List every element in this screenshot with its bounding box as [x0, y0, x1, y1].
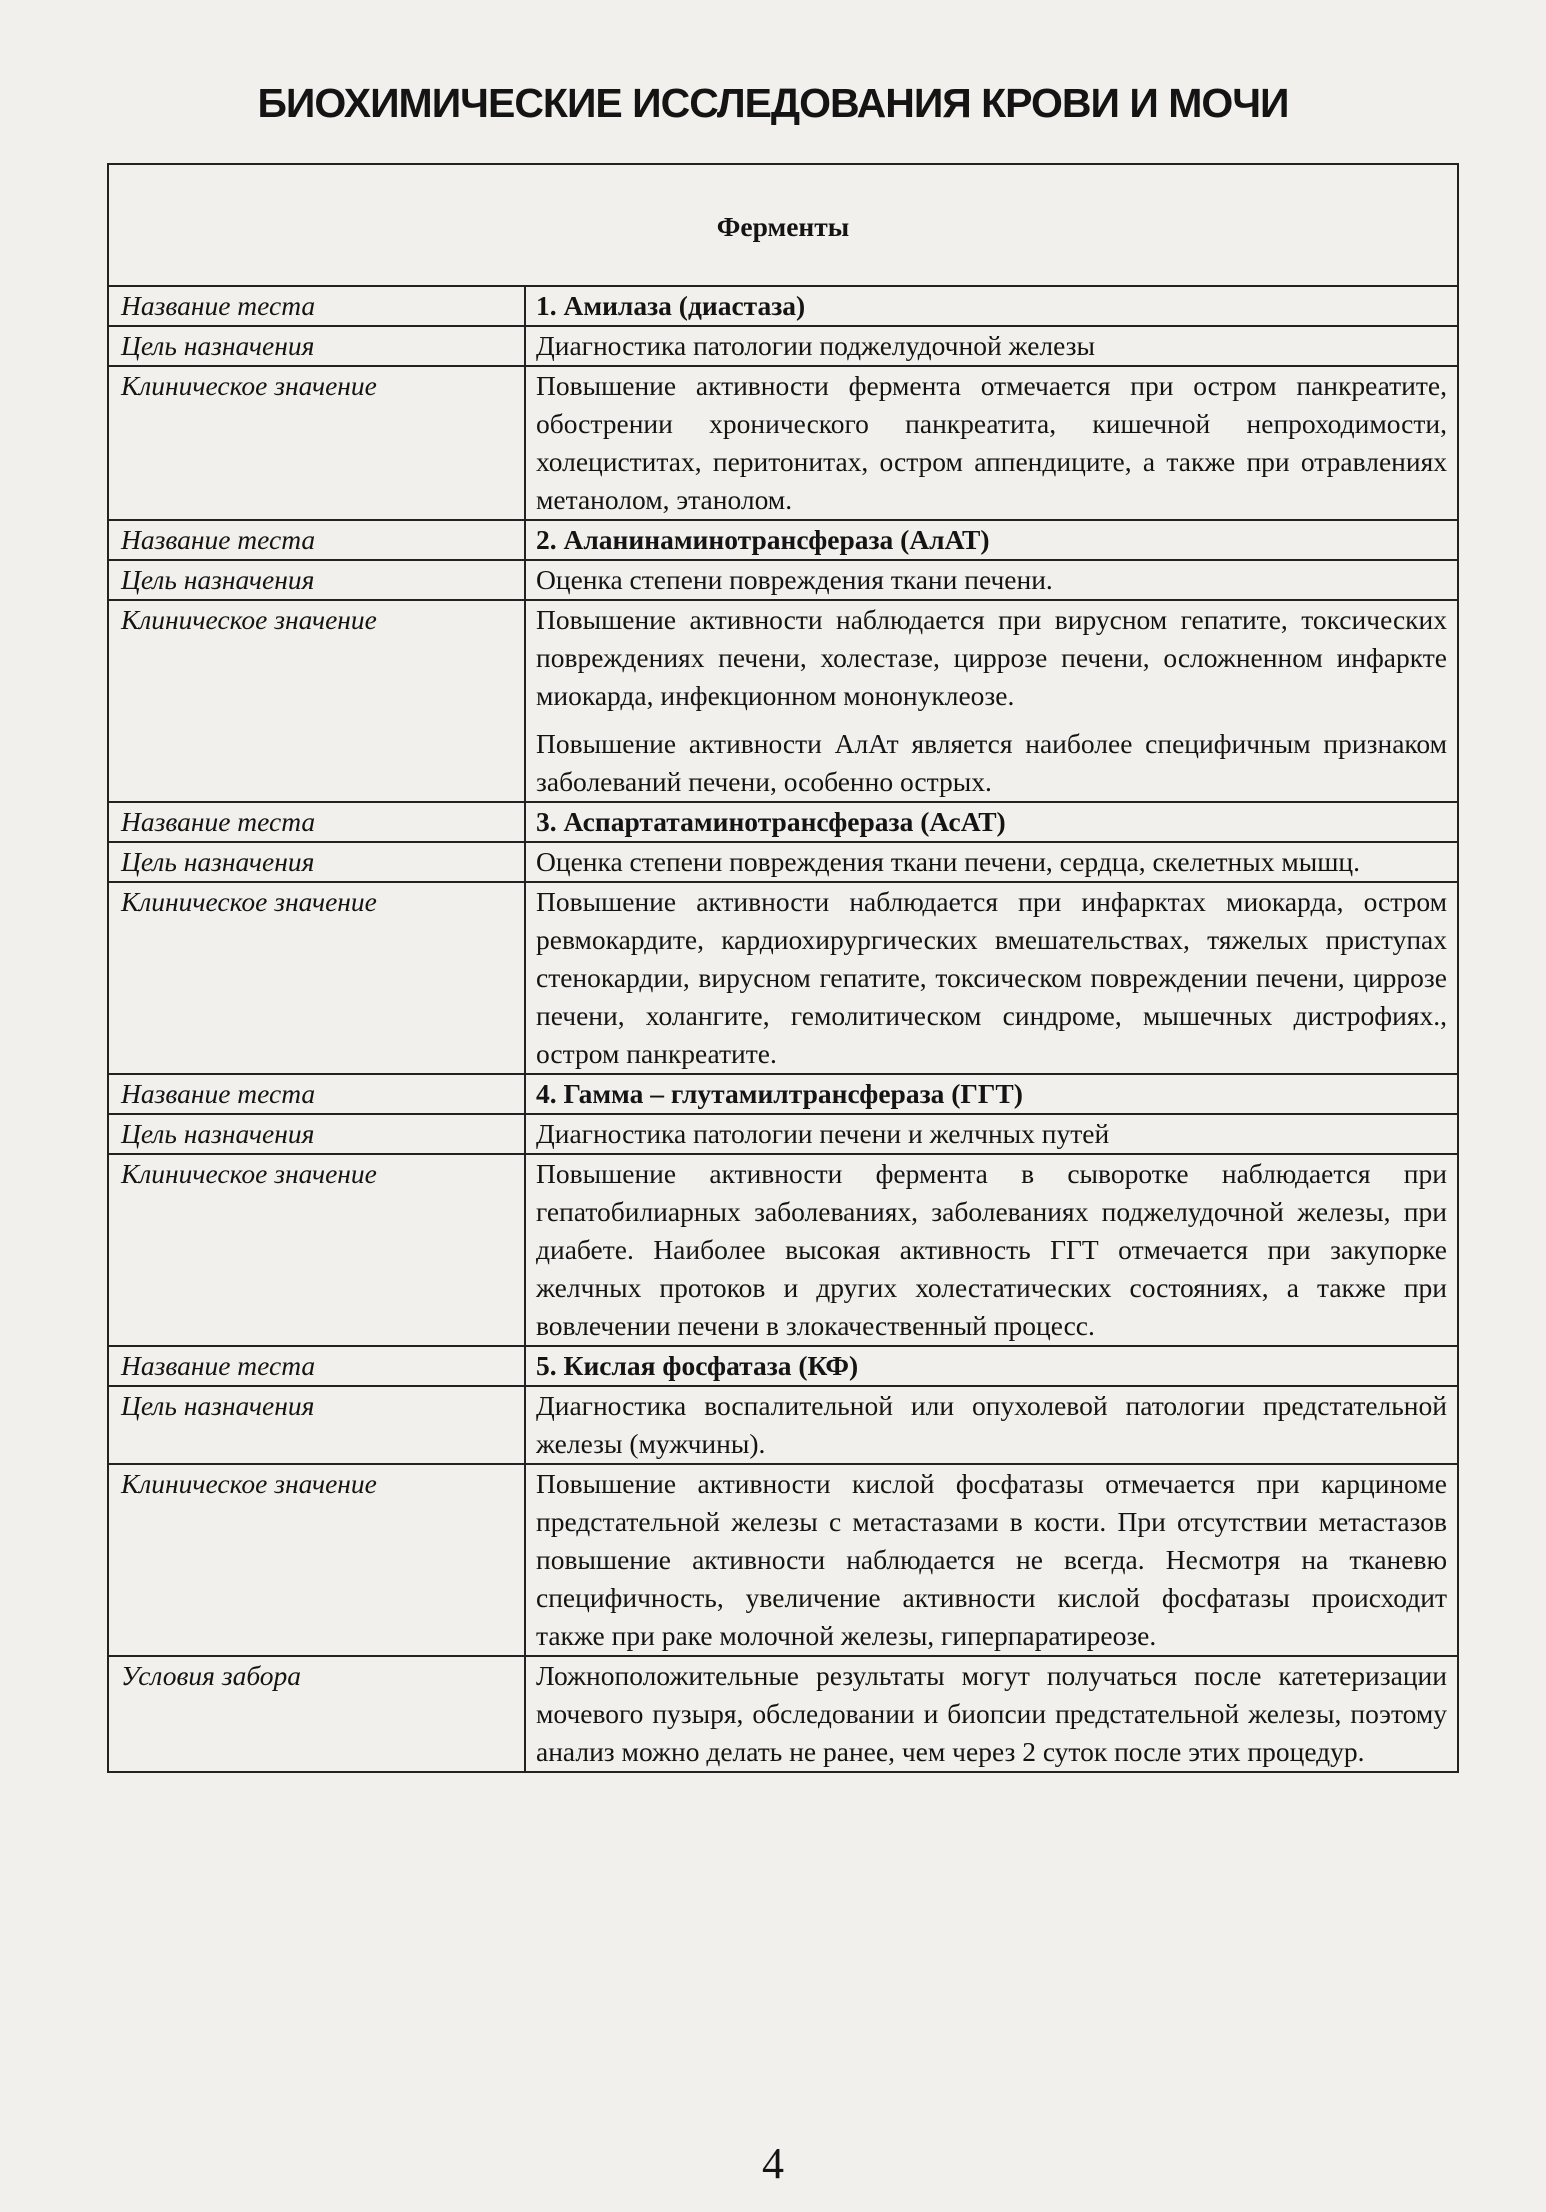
test-name: 2. Аланинаминотрансфераза (АлАТ) — [525, 520, 1458, 560]
label-purpose: Цель назначения — [108, 1114, 525, 1154]
test-name: 1. Амилаза (диастаза) — [525, 286, 1458, 326]
label-purpose: Цель назначения — [108, 1386, 525, 1464]
table-row — [108, 802, 1458, 842]
table-row — [108, 560, 1458, 600]
table-row — [108, 600, 1458, 802]
clinical-paragraph: Повышение активности наблюдается при инфарктах миокарда, остром ревмокардите, кардиохирургических вмешательствах, тяжелых приступах стенокардии, вирусном гепатите, токсическом повреждении печени, циррозе печени, холангите, гемолитическом синдроме, мышечных дистрофиях., остром панкреатите. — [536, 886, 1447, 1069]
table-row — [108, 1114, 1458, 1154]
clinical-paragraph: Повышение активности фермента в сыворотке наблюдается при гепатобилиарных заболеваниях, заболеваниях поджелудочной железы, при диабете. Наиболее высокая активность ГГТ отмечается при закупорке желчных протоков и других холестатических состояниях, а также при вовлечении печени в злокачественный процесс. — [536, 1158, 1447, 1341]
table-row — [108, 1464, 1458, 1656]
test-clinical — [525, 1464, 1458, 1656]
label-clinical: Клиническое значение — [108, 1154, 525, 1346]
test-name: 5. Кислая фосфатаза (КФ) — [525, 1346, 1458, 1386]
section-row — [108, 164, 1458, 286]
table-row — [108, 1154, 1458, 1346]
clinical-paragraph: Повышение активности фермента отмечается при остром панкреатите, обострении хронического панкреатита, кишечной непроходимости, холециститах, перитонитах, остром аппендиците, а также при отравлениях метанолом, этанолом. — [536, 370, 1447, 515]
label-test-name: Название теста — [108, 1074, 525, 1114]
table-row — [108, 366, 1458, 520]
label-clinical: Клиническое значение — [108, 600, 525, 802]
label-purpose: Цель назначения — [108, 326, 525, 366]
enzyme-table — [107, 163, 1459, 1773]
label-test-name: Название теста — [108, 286, 525, 326]
table-row — [108, 842, 1458, 882]
table-row — [108, 286, 1458, 326]
clinical-paragraph: Повышение активности АлАт является наиболее специфичным признаком заболеваний печени, особенно острых. — [536, 728, 1447, 797]
table-row — [108, 1074, 1458, 1114]
label-test-name: Название теста — [108, 520, 525, 560]
section-heading: Ферменты — [108, 164, 1458, 286]
label-clinical: Клиническое значение — [108, 882, 525, 1074]
label-purpose: Цель назначения — [108, 560, 525, 600]
table-row — [108, 1656, 1458, 1772]
label-collection: Условия забора — [108, 1656, 525, 1772]
table-row — [108, 520, 1458, 560]
clinical-paragraph: Повышение активности кислой фосфатазы отмечается при карциноме предстательной железы с метастазами в кости. При отсутствии метастазов повышение активности наблюдается не всегда. Несмотря на тканевю специфичность, увеличение активности кислой фосфатазы происходит также при раке молочной железы, гиперпаратиреозе. — [536, 1468, 1447, 1651]
test-clinical — [525, 600, 1458, 802]
label-test-name: Название теста — [108, 1346, 525, 1386]
clinical-paragraph: Повышение активности наблюдается при вирусном гепатите, токсических повреждениях печени, холестазе, циррозе печени, осложненном инфаркте миокарда, инфекционном мононуклеозе. — [536, 604, 1447, 711]
page-number: 4 — [762, 2139, 784, 2188]
test-clinical — [525, 366, 1458, 520]
test-clinical — [525, 1154, 1458, 1346]
label-clinical: Клиническое значение — [108, 1464, 525, 1656]
page-title: БИОХИМИЧЕСКИЕ ИССЛЕДОВАНИЯ КРОВИ И МОЧИ — [257, 80, 1289, 126]
label-test-name: Название теста — [108, 802, 525, 842]
test-purpose: Оценка степени повреждения ткани печени. — [525, 560, 1458, 600]
table-row — [108, 326, 1458, 366]
label-purpose: Цель назначения — [108, 842, 525, 882]
table-row — [108, 882, 1458, 1074]
test-name: 4. Гамма – глутамилтрансфераза (ГГТ) — [525, 1074, 1458, 1114]
label-clinical: Клиническое значение — [108, 366, 525, 520]
table-row — [108, 1346, 1458, 1386]
test-purpose: Диагностика патологии печени и желчных путей — [525, 1114, 1458, 1154]
test-collection: Ложноположительные результаты могут получаться после катетеризации мочевого пузыря, обследовании и биопсии предстательной железы, поэтому анализ можно делать не ранее, чем через 2 суток после этих процедур. — [525, 1656, 1458, 1772]
table-row — [108, 1386, 1458, 1464]
test-purpose: Диагностика воспалительной или опухолевой патологии предстательной железы (мужчины). — [525, 1386, 1458, 1464]
test-clinical — [525, 882, 1458, 1074]
test-name: 3. Аспартатаминотрансфераза (АсАТ) — [525, 802, 1458, 842]
test-purpose: Диагностика патологии поджелудочной железы — [525, 326, 1458, 366]
test-purpose: Оценка степени повреждения ткани печени, сердца, скелетных мышц. — [525, 842, 1458, 882]
